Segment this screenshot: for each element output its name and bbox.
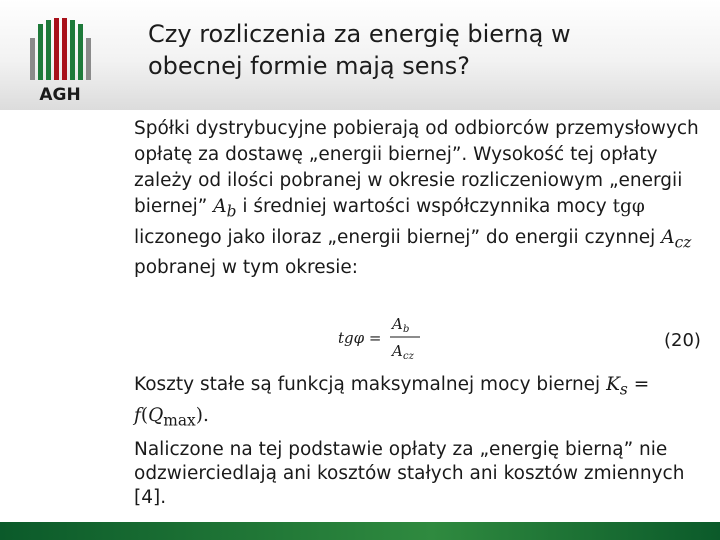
- logo-text: AGH: [39, 85, 81, 105]
- paragraph-3: Naliczone na tej podstawie opłaty za „energię bierną” nie odzwierciedlają ani kosztów stałych ani kosztów zmiennych [4].: [134, 439, 685, 508]
- agh-logo: [16, 10, 106, 105]
- var-acz: $A_{cz}$: [661, 226, 692, 252]
- slide-header: [0, 0, 720, 110]
- title-line-1: Czy rozliczenia za energię bierną w: [148, 20, 571, 48]
- p1-text-4: pobranej w tym okresie:: [134, 257, 358, 279]
- p1-text-3: liczonego jako iloraz „energii biernej” do energii czynnej: [134, 226, 662, 248]
- formula-den: A: [392, 342, 403, 360]
- var-ks: $K_s$: [606, 374, 628, 399]
- p2-text: Koszty stałe są funkcją maksymalnej mocy biernej: [134, 374, 607, 395]
- paragraph-2: [134, 372, 714, 433]
- var-q: $Q_{max}$: [148, 404, 196, 430]
- slide-title: [148, 18, 708, 82]
- var-tg: tgφ: [612, 196, 645, 217]
- var-ab: $A_b$: [213, 196, 237, 221]
- p2-eq: =: [627, 374, 650, 395]
- formula-num: A: [392, 315, 403, 333]
- formula-lhs: tgφ =: [338, 329, 382, 347]
- title-line-2: obecnej formie mają sens?: [148, 52, 470, 80]
- formula-den-sub: cz: [403, 351, 414, 362]
- p1-text-1: Spółki dystrybucyjne pobierają od odbiorców przemysłowych opłatę za dostawę „energii biernej”. Wysokość tej opłaty zależy od ilości pobranej w okresie rozliczeniowym „energii biernej”: [134, 118, 699, 217]
- footer-bar: [0, 522, 720, 540]
- formula-num-sub: b: [403, 324, 410, 335]
- equation-number: (20): [664, 330, 701, 351]
- p2-close: ).: [195, 404, 209, 426]
- formula-tg: [330, 312, 430, 364]
- p1-text-2: i średniej wartości współczynnika mocy: [236, 196, 613, 217]
- p2-open: (: [140, 404, 149, 426]
- p2-f: f: [134, 404, 141, 426]
- paragraph-1: [134, 116, 714, 281]
